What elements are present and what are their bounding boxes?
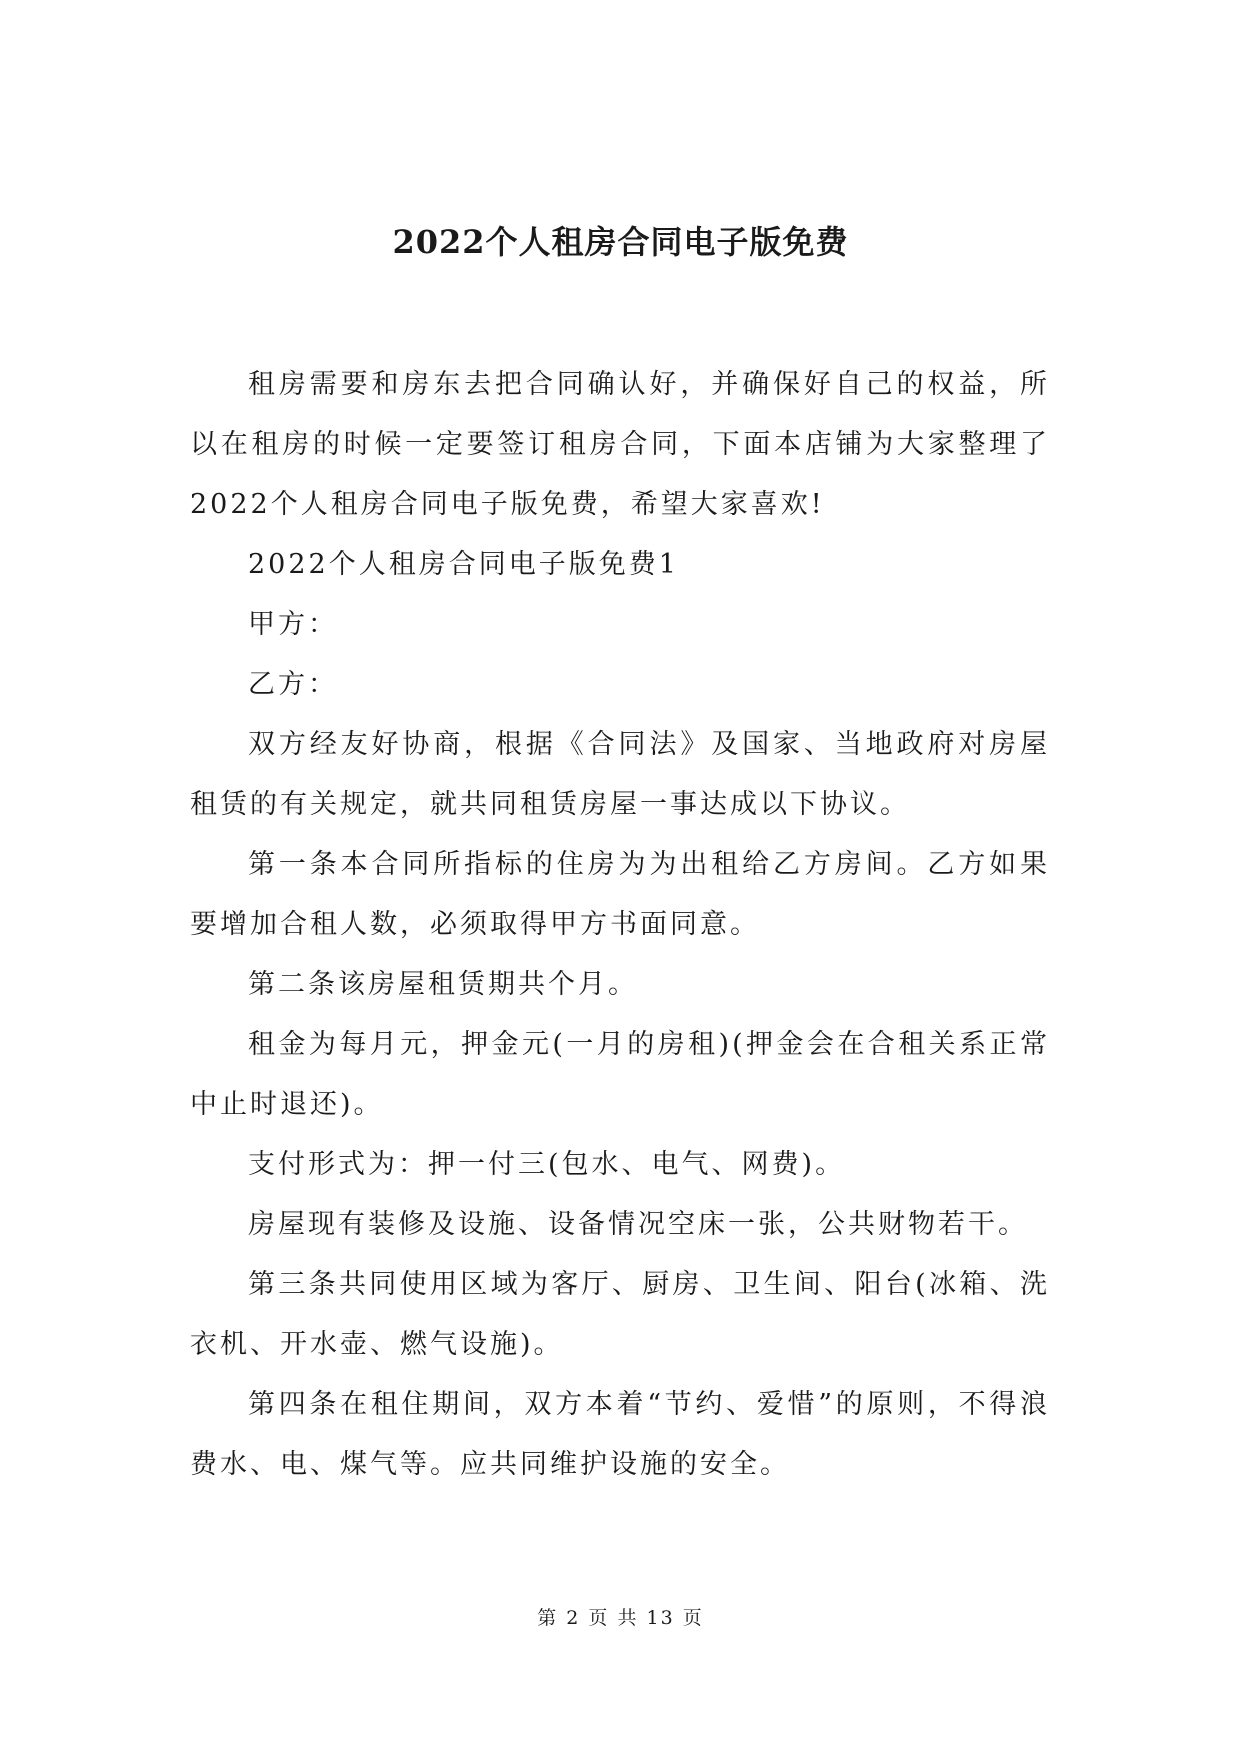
paragraph-rent-deposit: 租金为每月元，押金元(一月的房租)(押金会在合租关系正常中止时退还)。	[190, 1029, 1050, 1120]
paragraph-section-heading: 2022个人租房合同电子版免费1	[248, 549, 679, 580]
paragraph-intro: 租房需要和房东去把合同确认好，并确保好自己的权益，所以在租房的时候一定要签订租房合同，下面本店铺为大家整理了2022个人租房合同电子版免费，希望大家喜欢!	[190, 369, 1050, 520]
paragraph-article-1: 第一条本合同所指标的住房为为出租给乙方房间。乙方如果要增加合租人数，必须取得甲方书面同意。	[190, 849, 1050, 940]
paragraph-facilities: 房屋现有装修及设施、设备情况空床一张，公共财物若干。	[248, 1209, 1028, 1240]
document-body	[190, 355, 1050, 1495]
paragraph-party-b: 乙方：	[248, 669, 338, 700]
document-title: 2022个人租房合同电子版免费	[392, 223, 849, 261]
paragraph-article-2: 第二条该房屋租赁期共个月。	[248, 969, 638, 1000]
paragraph-agreement-basis: 双方经友好协商，根据《合同法》及国家、当地政府对房屋租赁的有关规定，就共同租赁房屋一事达成以下协议。	[190, 729, 1050, 820]
paragraph-article-3: 第三条共同使用区域为客厅、厨房、卫生间、阳台(冰箱、洗衣机、开水壶、燃气设施)。	[190, 1269, 1050, 1360]
page-number-footer: 第 2 页 共 13 页	[537, 1607, 704, 1629]
paragraph-article-4: 第四条在租住期间，双方本着“节约、爱惜”的原则，不得浪费水、电、煤气等。应共同维护设施的安全。	[190, 1389, 1050, 1480]
paragraph-party-a: 甲方：	[248, 609, 338, 640]
paragraph-payment-method: 支付形式为：押一付三(包水、电气、网费)。	[248, 1149, 846, 1180]
